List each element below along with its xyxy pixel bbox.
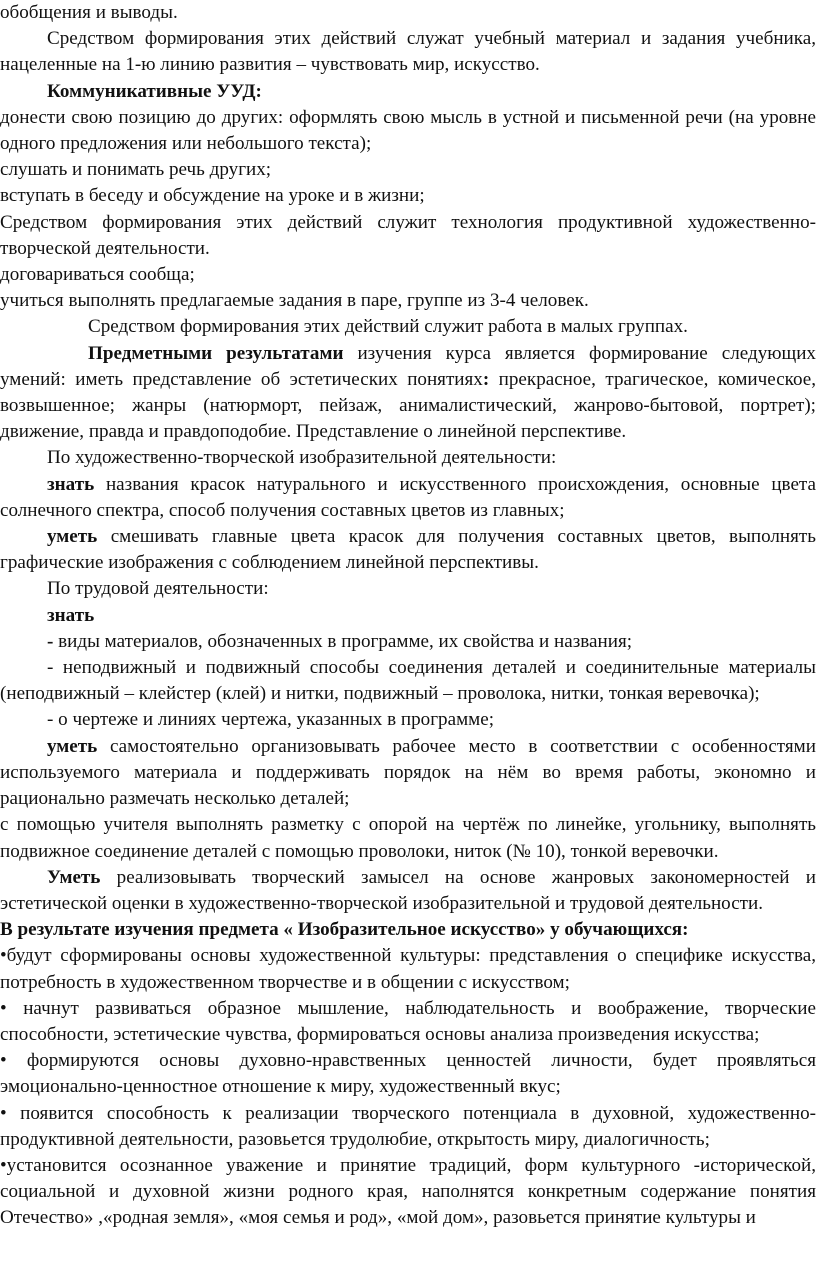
- paragraph-listen: слушать и понимать речь других;: [0, 159, 272, 181]
- heading-text: Коммуникативные УУД:: [47, 80, 262, 102]
- paragraph-able-mix: [0, 524, 816, 576]
- subject-results-text-b: прекрасное, трагическое, комическое, возвышенное; жанры (натюрморт, пейзаж, анималистический, жанрово-бытовой, портрет); движение, правда и правдоподобие. Представление о линейной перспективе.: [0, 368, 816, 443]
- implement-text: реализовывать творческий замысел на основе жанровых закономерностей и эстетической оценки в художественно-творческой изобразительной и трудовой деятельности.: [0, 866, 816, 914]
- subject-results-colon: :: [482, 368, 490, 390]
- paragraph-means-material: Средством формирования этих действий служат учебный материал и задания учебника, нацеленные на 1-ю линию развития – чувствовать мир, искусство.: [0, 28, 816, 76]
- bullet-art-culture: •будут сформированы основы художественной культуры: представления о специфике искусства, потребность в художественном творчестве и в общении с искусством;: [0, 945, 816, 993]
- paragraph-convey-position: донести свою позицию до других: оформлять свою мысль в устной и письменной речи (на уровне одного предложения или небольшого текста);: [0, 106, 816, 155]
- able-organize-bold: уметь: [47, 735, 98, 757]
- paragraph-joining-methods: - неподвижный и подвижный способы соединения деталей и соединительные материалы (неподвижный – клейстер (клей) и нитки, подвижный – проволока, нитки, тонкая веревочка);: [0, 657, 816, 705]
- paragraph-means-technology: Средством формирования этих действий служит технология продуктивной художественно-творческой деятельности.: [0, 211, 816, 259]
- paragraph-pair-work: учиться выполнять предлагаемые задания в паре, группе из 3-4 человек.: [0, 290, 589, 312]
- able-bold: уметь: [47, 526, 98, 548]
- paragraph-know-label: [0, 603, 816, 629]
- paragraph-labor-activity: По трудовой деятельности:: [47, 578, 269, 600]
- able-mix-text: смешивать главные цвета красок для получения составных цветов, выполнять графические изображения с соблюдением линейной перспективы.: [0, 526, 816, 574]
- bullet-traditions: •установится осознанное уважение и принятие традиций, форм культурного -исторической, социальной и духовной жизни родного края, наполнятся конкретным содержание понятия Отечество» ,«родная земля», «моя семья и род», «мой дом», разовьется принятие культуры и: [0, 1154, 816, 1229]
- know-bold: знать: [47, 473, 95, 495]
- bullet-creative-potential: • появится способность к реализации творческого потенциала в духовной, художественно-продуктивной деятельности, разовьется трудолюбие, открытость миру, диалогичность;: [0, 1102, 816, 1150]
- paragraph-marking: с помощью учителя выполнять разметку с опорой на чертёж по линейке, угольнику, выполнять подвижное соединение деталей с помощью проволоки, ниток (№ 10), тонкой веревочки.: [0, 814, 816, 862]
- paragraph-means-groups: Средством формирования этих действий служит работа в малых группах.: [88, 316, 688, 338]
- paragraph-subject-results: [0, 341, 816, 446]
- subject-results-text-a: изучения курса является формирование следующих умений: иметь представление об эстетических понятиях: [0, 342, 816, 390]
- paragraph-able-organize: [0, 734, 816, 813]
- heading-communicative-uud: [0, 79, 816, 105]
- subject-results-bold: Предметными результатами: [88, 342, 344, 364]
- paragraph-drawing-lines: - о чертеже и линиях чертежа, указанных в программе;: [47, 709, 495, 731]
- paragraph-agree: договариваться сообща;: [0, 264, 195, 286]
- heading-results: [0, 917, 816, 943]
- materials-text: виды материалов, обозначенных в программе, их свойства и названия;: [53, 630, 633, 652]
- bullet-values: • формируются основы духовно-нравственных ценностей личности, будет проявляться эмоционально-ценностное отношение к миру, художественный вкус;: [0, 1050, 816, 1098]
- bullet-thinking: • начнут развиваться образное мышление, наблюдательность и воображение, творческие способности, эстетические чувства, формироваться основы анализа произведения искусства;: [0, 997, 816, 1045]
- paragraph-art-activity: По художественно-творческой изобразительной деятельности:: [47, 447, 557, 469]
- results-heading-text: В результате изучения предмета « Изобразительное искусство» у обучающихся:: [0, 919, 689, 941]
- paragraph-materials: [0, 629, 816, 655]
- know-colors-text: названия красок натурального и искусственного происхождения, основные цвета солнечного спектра, способ получения составных цветов из главных;: [0, 473, 816, 521]
- dash-bold: -: [47, 630, 54, 652]
- paragraph-conclusions: обобщения и выводы.: [0, 2, 178, 23]
- able-organize-text: самостоятельно организовывать рабочее место в соответствии с особенностями используемого материала и поддерживать порядок на нём во время работы, экономно и рационально размечать несколько деталей;: [0, 735, 816, 810]
- paragraph-implement-idea: [0, 865, 816, 917]
- implement-bold: Уметь: [47, 866, 101, 888]
- know-label-bold: знать: [47, 604, 95, 626]
- paragraph-know-colors: [0, 472, 816, 524]
- paragraph-join-conversation: вступать в беседу и обсуждение на уроке и в жизни;: [0, 185, 425, 207]
